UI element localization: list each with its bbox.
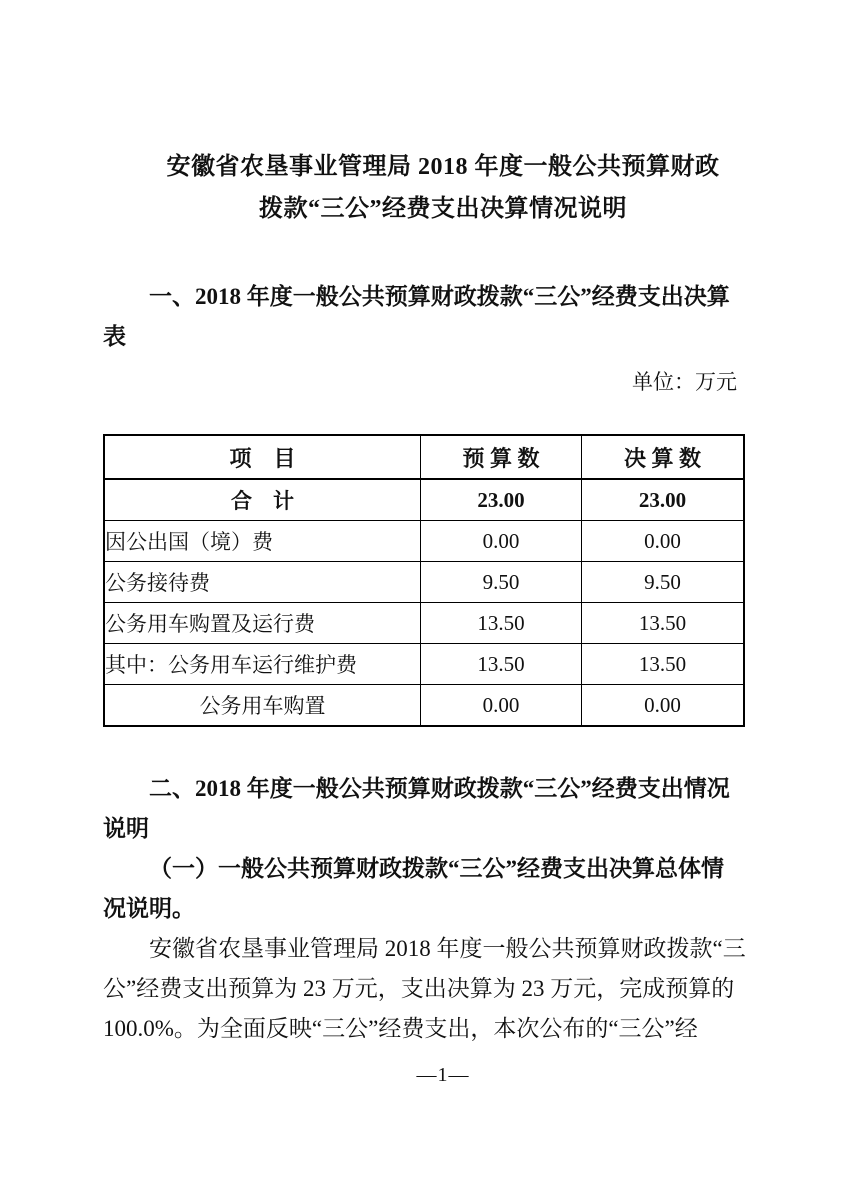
final-cell: 0.00 bbox=[582, 521, 745, 562]
table-row-vehicle-total bbox=[104, 603, 744, 644]
section1-line-2: 表 bbox=[103, 324, 126, 349]
section2-sub-line-2: 况说明。 bbox=[103, 896, 195, 921]
budget-cell: 13.50 bbox=[421, 644, 582, 685]
item-cell: 其中：公务用车运行维护费 bbox=[104, 644, 421, 685]
table-row-vehicle-maintenance bbox=[104, 644, 744, 685]
budget-cell: 9.50 bbox=[421, 562, 582, 603]
item-cell: 公务用车购置 bbox=[104, 685, 421, 727]
budget-cell: 13.50 bbox=[421, 603, 582, 644]
final-cell: 23.00 bbox=[582, 479, 745, 521]
page-number: —1— bbox=[416, 1064, 470, 1086]
paragraph-line-1: 安徽省农垦事业管理局 2018 年度一般公共预算财政拨款“三 bbox=[149, 936, 746, 961]
body-text bbox=[103, 769, 783, 1049]
final-cell: 9.50 bbox=[582, 562, 745, 603]
table-row-abroad bbox=[104, 521, 744, 562]
budget-cell: 0.00 bbox=[421, 521, 582, 562]
final-cell: 13.50 bbox=[582, 644, 745, 685]
final-cell: 0.00 bbox=[582, 685, 745, 727]
table-row-vehicle-purchase bbox=[104, 685, 744, 727]
budget-cell: 0.00 bbox=[421, 685, 582, 727]
paragraph-line-3: 100.0%。为全面反映“三公”经费支出，本次公布的“三公”经 bbox=[103, 1016, 698, 1041]
header-item: 项 目 bbox=[104, 435, 421, 479]
section2-line-1: 二、2018 年度一般公共预算财政拨款“三公”经费支出情况 bbox=[149, 776, 730, 801]
header-row bbox=[104, 435, 744, 479]
title-line-2: 拨款“三公”经费支出决算情况说明 bbox=[259, 196, 627, 222]
section2-sub-line-1: （一）一般公共预算财政拨款“三公”经费支出决算总体情 bbox=[149, 856, 724, 881]
item-cell: 因公出国（境）费 bbox=[104, 521, 421, 562]
item-cell: 合 计 bbox=[104, 479, 421, 521]
table-row-reception bbox=[104, 562, 744, 603]
document-title bbox=[103, 0, 783, 230]
item-cell: 公务接待费 bbox=[104, 562, 421, 603]
item-cell: 公务用车购置及运行费 bbox=[104, 603, 421, 644]
table-row-total bbox=[104, 479, 744, 521]
header-budget: 预 算 数 bbox=[421, 435, 582, 479]
budget-cell: 23.00 bbox=[421, 479, 582, 521]
expense-table bbox=[103, 434, 745, 727]
section2-line-2: 说明 bbox=[103, 816, 149, 841]
expense-table-header bbox=[104, 435, 744, 479]
section1-heading bbox=[103, 277, 783, 357]
header-final: 决 算 数 bbox=[582, 435, 745, 479]
final-cell: 13.50 bbox=[582, 603, 745, 644]
section1-line-1: 一、2018 年度一般公共预算财政拨款“三公”经费支出决算 bbox=[149, 284, 730, 309]
paragraph-line-2: 公”经费支出预算为 23 万元，支出决算为 23 万元，完成预算的 bbox=[103, 976, 735, 1001]
unit-label: 单位：万元 bbox=[632, 370, 737, 394]
title-line-1: 安徽省农垦事业管理局 2018 年度一般公共预算财政 bbox=[166, 154, 720, 180]
